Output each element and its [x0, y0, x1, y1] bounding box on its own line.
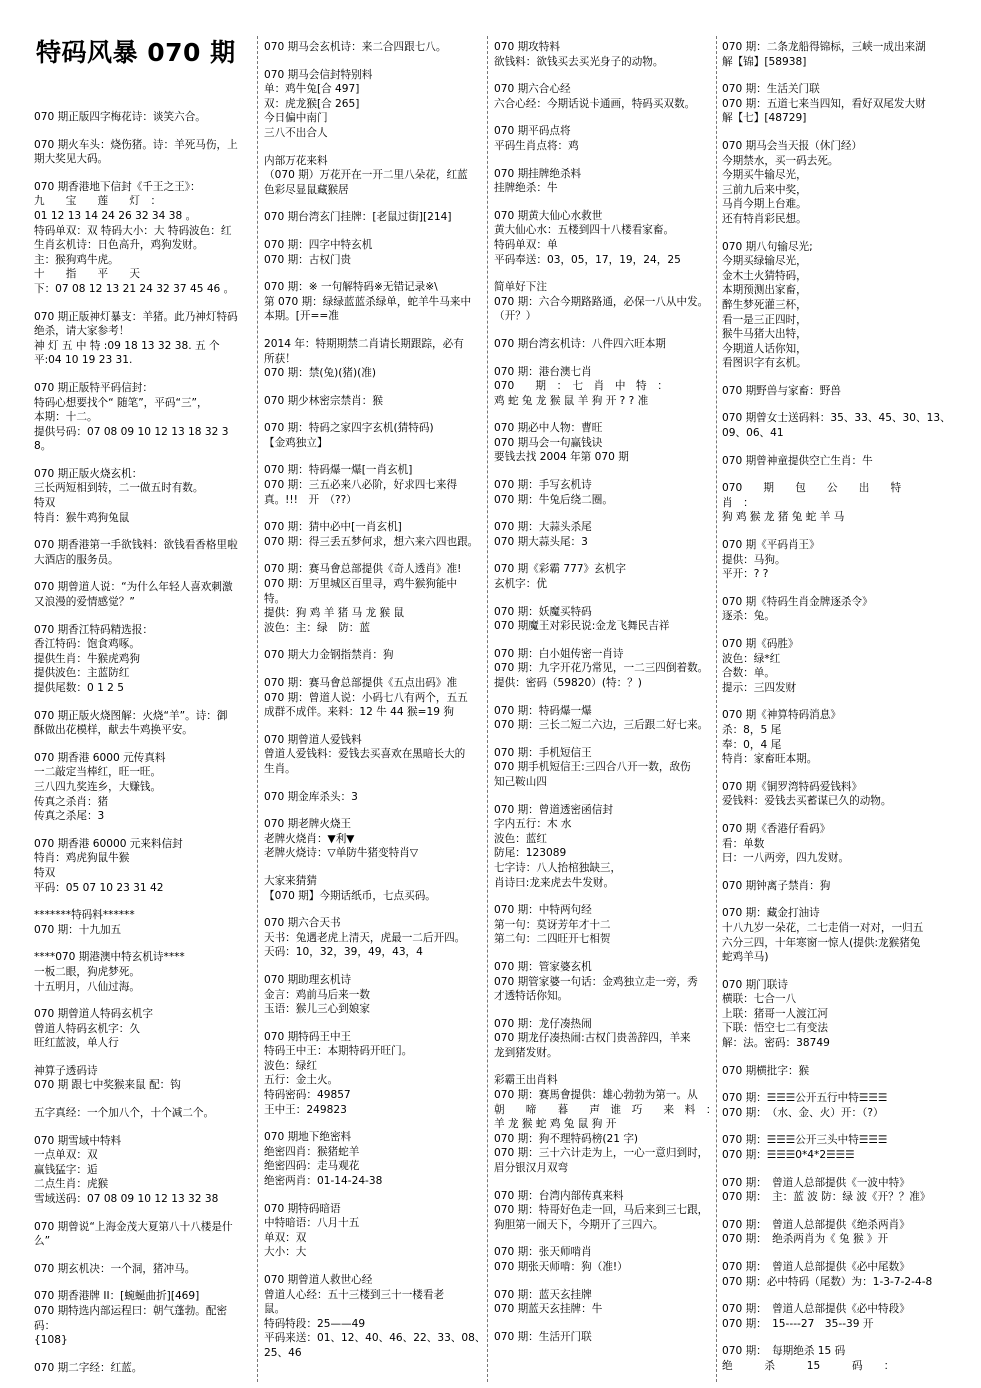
text-block: 070 期正版特平码信封： 特码心想要找个“ 随笔”，平码“三”， 本期：十二。 提供号码：07 08 09 10 12 13 18 32 38。	[34, 381, 229, 453]
text-block: 070 期香港牌 II：[蜿蜒曲折][469] 070 期特选内部运程曰：朝气蓬勃。配密码： {108}	[34, 1290, 228, 1347]
text-block: 070 期： 曾道人总部提供《必中尾数》 070 期：必中特码（尾数）为：1-3-7-2-4-8	[722, 1261, 933, 1288]
text-block: 070 期曾神童提供空亡生肖：牛	[722, 454, 873, 467]
text-block: 070 期正版四字梅花诗：谈笑六合。	[34, 111, 206, 123]
text-block: 070 期金库杀头：3	[264, 790, 358, 803]
text-block: 070 期曾道人特码玄机字 曾道人特码玄机字：久 旺红蓝波，单人行	[34, 1008, 153, 1050]
text-block: *******特码料****** 070 期：十九加五	[34, 909, 135, 936]
text-block: 070 期：赛马會总部提供《五点出码》准 070 期：曾道人说：小码七八有两个，五五 成群不成伴。来料：12 牛 44 猴=19 狗	[264, 677, 468, 719]
text-block: 070 期特码暗语 中特暗语：八月十五 单双：双 大小：大	[264, 1202, 360, 1259]
column-4	[722, 40, 954, 1380]
text-block: 070 期：手写玄机诗 070 期：牛兔后绕二圈。	[494, 479, 613, 506]
text-block: 070 期《神算特码消息》 杀：8，5 尾 奉：0，4 尾 特肖：家畜旺本期。	[722, 709, 841, 766]
text-block: 070 期： 每期绝杀 15 码 绝 杀 15 码 ：	[722, 1345, 895, 1372]
text-block: 070 期老牌火烧王 老牌火烧肖：▼利▼ 老牌火烧诗：▽单防牛猪变特肖▽	[264, 818, 419, 860]
text-block: 070 期台湾玄门挂牌：[老鼠过街][214]	[264, 211, 452, 224]
text-block: 070 期：特码爆一爆[一肖玄机] 070 期：三五必来八必阶，好求四七来得 真。!!! 开 （??）	[264, 464, 458, 506]
text-block: 070 期平码点将 平码生肖点将：鸡	[494, 125, 579, 152]
text-block: 070 期马会当天报（休门经） 今期禁水，买一码去死。 今期买牛输尽光， 三前九后来中奖， 马肖今期上台难。 还有特肖彩民想。	[722, 139, 863, 225]
text-block: 070 期马会信封特别料 单：鸡牛兔[合 497] 双：虎龙猴[合 265] 今日偏中南门 三八不出合人	[264, 68, 373, 139]
text-block: 2014 年：特期期禁二肖请长期跟踪，必有 所获！ 070 期：禁(兔)(猪)(准)	[264, 337, 464, 380]
text-block: 神算子透码诗 070 期 跟七中奖猴来鼠 配：钩	[34, 1064, 181, 1092]
text-block: 070 期《特码生肖金牌逐杀令》 逐杀：兔。	[722, 595, 873, 623]
text-block: 070 期：赛马會总部提供《奇人透肖》准! 070 期：万里城区百里寻，鸡牛猴狗能中 特。 提供：狗 鸡 羊 猪 马 龙 猴 鼠 波色：主：绿 防：蓝	[264, 563, 462, 634]
text-block: 070 期《香港仔看码》 看：单数 曰：一八两旁，四九发财。	[722, 822, 850, 865]
text-block: 070 期： 曾道人总部提供《绝杀两肖》 070 期： 绝杀两肖为《 兔 猴 》开	[722, 1218, 910, 1246]
text-block: 070 期：中特两句经 第一句：莫讶芳年才十二 第二句：二四旺开七相贺	[494, 904, 611, 946]
column-3	[494, 40, 718, 1380]
text-block: 070 期：※ 一句解特码※无错记录※\ 第 070 期：绿绿蓝蓝杀绿单，蛇羊牛马来中 本期。[开==准	[264, 281, 472, 323]
text-block: 070 期：妖魔买特码 070 期魔王对彩民说:金龙飞舞民吉祥	[494, 605, 670, 633]
text-block: 070 期：龙仔凑热闹 070 期龙仔凑热闹:古权门贵善辞四，羊来 龙到猪发财。	[494, 1017, 691, 1059]
text-block: 070 期《铜罗湾特码爱钱料》 爱钱料：爱钱去买蓄谋已久的动物。	[722, 780, 892, 808]
text-block: 070 期野兽与家畜：野兽	[722, 384, 841, 397]
text-block: 070 期横批字：猴	[722, 1064, 810, 1077]
text-block: 070 期：猜中必中[一肖玄机] 070 期：得三丢五梦何求，想六来六四也跟。	[264, 521, 479, 548]
text-block: 070 期玄机决：一个洞，猪冲马。	[34, 1262, 196, 1275]
text-block: 070 期 包 公 出 特 肖 ： 狗 鸡 猴 龙 猪 兔 蛇 羊 马	[722, 482, 902, 524]
text-block: 070 期火车头：烧伤猪。诗：羊死马伤，上期大奖见大码。	[34, 138, 238, 166]
text-block: 070 期：☰☰☰公开三头中特☰☰☰ 070 期：☰☰☰0*4*2☰☰☰	[722, 1134, 888, 1162]
text-block: 070 期：特码之家四字玄机(猜特码) 【金鸡独立】	[264, 422, 434, 449]
text-block: 070 期： 曾道人总部提供《一波中特》 070 期： 主：蓝 波 防：绿 波《开？？准》	[722, 1176, 931, 1204]
text-block: 070 期正版神灯暴支：羊猪。此乃神灯特码 绝杀，请大家参考！ 神 灯 五 中 特 :09 18 13 32 38. 五 个 平:04 10 19 23 31.	[34, 310, 238, 367]
text-block: 070 期：☰☰☰公开五行中特☰☰☰ 070 期： （水、金、火）开：（?）	[722, 1092, 888, 1119]
text-block: 070 期：蓝天玄挂牌 070 期蓝天玄挂牌：牛	[494, 1288, 603, 1316]
text-block: 五字真经：一个加八个，十个减二个。	[34, 1107, 215, 1120]
text-block: 070 期正版火烧图解：火烧“羊”。诗：御 酥做出花模样，献去牛鸡换平安。	[34, 709, 228, 737]
text-block: 070 期地下绝密料 绝密四肖：猴猪蛇羊 绝密四码：走马观花 绝密两肖：01-14-24-38	[264, 1131, 383, 1188]
text-block: 070 期：港台澳七肖 070 期 ： 七 肖 中 特 ： 鸡 蛇 兔 龙 猴 鼠 羊 狗 开 ? ? 准	[494, 365, 668, 407]
text-block: 070 期八句输尽光; 今期买绿输尽光， 金木土火猜特码， 本期预测出家畜， 醉生梦死灌三杯， 看一是三正四时， 猴牛马猪大出特， 今期道人话你知， 看图识字有玄机。	[722, 240, 813, 370]
text-block: 070 期香港 6000 元传真料 一二敲定当棒红，旺一旺。 三八四九奖连乡，大赚钱。 传真之杀肖：猪 传真之杀尾：3	[34, 751, 166, 823]
text-block: 070 期：管家婆玄机 070 期管家婆一句话：金鸡独立走一旁，秀 才透特话你知。	[494, 960, 698, 1003]
text-block: 070 期《彩霸 777》玄机字 玄机字：优	[494, 563, 626, 591]
text-block: 070 期助理玄机诗 金言：鸡前马后来一数 玉语：猴儿三心到娘家	[264, 973, 370, 1016]
text-block: 070 期曾道人救世心经 曾道人心经：五十三楼到三十一楼看老 鼠。 特码特段：25——49 平码来送：01、12、40、46、22、33、08、 25、46	[264, 1274, 486, 1359]
text-block: 070 期特码王中王 特码王中王：本期特码开旺门。 波色：绿红 五行：金土火。 特码密码：49857 王中王：249823	[264, 1030, 413, 1116]
text-block: 070 期：大蒜头杀尾 070 期大蒜头尾：3	[494, 521, 592, 548]
text-block: 070 期：台湾内部传真来料 070 期：特哥好色走一回，马后来到三七跟， 狗胆第一闹天下，今期开了三四六。	[494, 1189, 709, 1231]
text-block: 070 期挂牌绝杀料 挂牌绝杀：牛	[494, 167, 582, 195]
text-block: 070 期香港 60000 元来料信封 特肖：鸡虎狗鼠牛猴 特双 平码：05 07 10 23 31 42	[34, 837, 183, 894]
text-block: 070 期雪域中特料 一点单双：双 赢钱猛字：逅 二点生肖：虎猴 雪域送码：07 08 09 10 12 13 32 38	[34, 1134, 219, 1206]
text-block: 070 期：白小姐传密一肖诗 070 期：九字开花乃常见，一二三四倒着数。 提供：密码（59820）(特：？)	[494, 647, 709, 689]
column-1	[34, 40, 242, 1380]
text-block: 070 期：手机短信王 070 期手机短信王:三四合八开一数，敌伤 知己鞍山四	[494, 746, 691, 788]
text-block: 070 期少林密宗禁肖：猴	[264, 394, 383, 407]
text-block: 070 期二字经：红蓝。	[34, 1361, 143, 1374]
text-block: 070 期台湾玄机诗：八件四六旺本期	[494, 337, 666, 350]
text-block: 070 期正版火烧玄机： 三长两短相到转，二一做五时有数。 特双 特肖：猴牛鸡狗兔鼠	[34, 467, 204, 524]
column-2	[264, 40, 490, 1380]
text-block: 070 期香港地下信封《千王之王》： 九 宝 莲 灯 ： 01 12 13 14 24 26 32 34 38 。 特码单双：双 特码大小：大 特码波色：红 生肖玄机诗：日色高升，鸡狗发财。 主：猴狗鸡牛虎。 十 指 平 天 下：07 08 12 13 21 24 32 37 45 46 。	[34, 180, 235, 295]
text-block: 070 期大力金钢指禁肖：狗	[264, 649, 394, 662]
text-block: 070 期钟离子禁肖：狗	[722, 879, 831, 892]
text-block: 070 期曾女士送码料：35、33、45、30、13、 09、06、41	[722, 412, 951, 440]
text-block: 070 期香港第一手欲钱料：欲钱看香格里啦 大酒店的服务员。	[34, 539, 238, 566]
text-block: 简单好下注 070 期：六合今期路路通，必保一八从中发。 （开？）	[494, 281, 709, 323]
text-block: ****070 期港澳中特玄机诗**** 一板二眼，狗虎梦死。 十五明月，八仙过海。	[34, 951, 185, 993]
text-block: 070 期曾道人爱钱料 曾道人爱钱料：爱钱去买喜欢在黑暗长大的 生肖。	[264, 733, 466, 775]
text-block: 070 期：藏金打油诗 十八九岁一朵花，二七走俏一对对，一归五 六分三四，十年寒窗一惊人(提供:龙猴猪兔 蛇鸡羊马)	[722, 907, 924, 964]
text-block: 070 期香江特码精选报： 香江特码：饱食鸡啄。 提供生肖：牛猴虎鸡狗 提供波色：主蓝防红 提供尾数：0 1 2 5	[34, 623, 153, 694]
text-block: 070 期：张天师啃肖 070 期张天师啃：狗（准!）	[494, 1246, 628, 1273]
text-block: 070 期攻特料 欲钱料：欲钱买去买光身子的动物。	[494, 41, 664, 68]
text-block: 070 期曾说“上海金茂大夏第八十八楼是什 么”	[34, 1220, 233, 1248]
text-block: 070 期：生活关门联 070 期：五道七来当四知，看好双尾发大财 解【七】[48729]	[722, 83, 926, 125]
text-block: 彩霸王出肖料 070 期：赛馬會提供：雄心勃勃为第一。从 朝 啼 暮 声 谁 巧 来 料 ： 羊 龙 猴 蛇 鸡 兔 鼠 狗 开 070 期：狗不理特码榜(21 字) 070 期：三十六计走为上，一心一意归到时， 眉分银汉月双弯	[494, 1074, 717, 1175]
column-divider	[257, 36, 258, 1382]
text-block: 内部万花来料 （070 期）万花开在一开二里八朵花，红蓝 色彩尽显鼠藏猴居	[264, 154, 468, 196]
text-block: 070 期必中人物：曹旺 070 期马会一句赢钱诀 要钱去找 2004 年第 070 期	[494, 422, 629, 464]
text-block: 070 期：特码爆一爆 070 期：三长二短二六边，三后跟二好七来。	[494, 704, 709, 732]
text-block: 070 期马会玄机诗：来二合四跟七八。	[264, 41, 447, 53]
text-block: 070 期《平码肖王》 提供：马狗。 平开：? ?	[722, 539, 820, 581]
text-block: 070 期：四字中特玄机 070 期：古权门贵	[264, 238, 373, 266]
text-block: 大家来猜猜 【070 期】今期话纸币，七点买码。	[264, 874, 436, 902]
text-block: 070 期六合心经 六合心经：今期话说卡通画，特码买双数。	[494, 83, 696, 110]
text-block: 070 期：曾道透密函信封 字内五行：木 水 波色：蓝红 防尾：123089 七字诗：八人抬棺独缺三， 肖诗曰:龙来虎去牛发财。	[494, 803, 622, 889]
text-block: 070 期： 曾道人总部提供《必中特段》 070 期： 15----27 35--39 开	[722, 1303, 910, 1330]
text-block: 070 期黄大仙心水救世 黄大仙心水：五楼到四十八楼看家畜。 特码单双：单 平码奉送：03，05，17，19，24，25	[494, 209, 681, 266]
text-block: 070 期六合天书 天书：兔遇老虎上清天，虎最一二后开四。 天码：10，32，39，49，43，4	[264, 917, 466, 959]
text-block: 070 期曾道人说：“为什么年轻人喜欢刺激 又浪漫的爱情感觉？”	[34, 581, 233, 609]
text-block: 070 期《码胜》 波色：绿*红 合数：单。 提示：三四发财	[722, 638, 799, 694]
text-block: 070 期：生活开门联	[494, 1330, 592, 1343]
text-block: 070 期门联诗 横联：七合一八 上联：猪哥一人渡江河 下联：悟空七二有变法 解：法。密码：38749	[722, 978, 830, 1050]
text-block: 070 期：二条龙船得锦标，三峡一成出来湖 解【锦】[58938]	[722, 41, 926, 68]
page-title: 特码风暴 070 期	[36, 38, 236, 67]
